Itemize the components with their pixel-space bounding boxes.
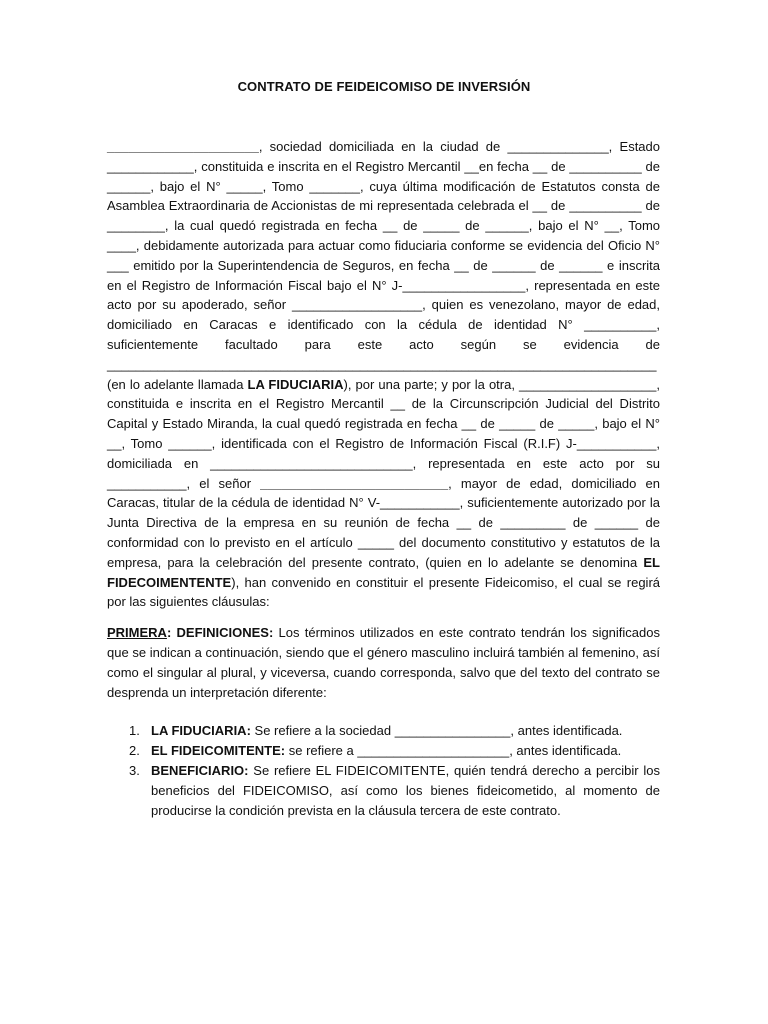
definition-number: 1.	[129, 723, 140, 739]
definition-number: 2.	[129, 743, 140, 759]
company-name-blank: _____________________	[107, 139, 259, 154]
definition-term: EL FIDEICOMITENTE:	[151, 743, 286, 759]
intro-text-part-1: , sociedad domiciliada en la ciudad de ______________, Estado ____________, constituida e inscrita en el Registro Mercantil __en fecha __ de __________ de ______, bajo el N° _____, Tomo _______, cuya última modificación de Estatutos consta de Asamblea Extraordinaria de Accionistas de mi representada celebrada el __ de __________ de ________, la cual quedó registrada en fecha __ de _____ de ______, bajo el N° __, Tomo ____, debidamente autorizada para actuar como fiduciaria conforme se evidencia del Oficio N° ___ emitido por la Superintendencia de Seguros, en fecha __ de ______ de ______ e inscrita en el Registro de Información Fiscal bajo el N° J-_________________, representada en este acto por su apoderado, señor __________________, quien es venezolano, mayor de edad, domiciliado en Caracas e identificado con la cédula de identidad N° __________, suficientemente facultado para este acto según se evidencia de ____________________________________________________________________________ (en lo adelante llamada	[107, 139, 660, 392]
clause-heading: DEFINICIONES:	[176, 625, 274, 641]
definition-term: BENEFICIARIO:	[151, 762, 249, 778]
clause-primera	[107, 623, 660, 702]
intro-text-part-4: ), han convenido en constituir el presente Fideicomiso, el cual se regirá por las siguientes cláusulas:	[107, 574, 660, 610]
fideicomitente-term: EL FIDECOIMENTENTE	[107, 554, 660, 590]
definitions-list	[107, 721, 660, 820]
definition-text: se refiere a _____________________, antes identificada.	[285, 743, 622, 759]
intro-text-part-3: , mayor de edad, domiciliado en Caracas, titular de la cédula de identidad N° V-___________, suficientemente autorizado por la Junta Directiva de la empresa en su reunión de fecha __ de _________ de ______ de conformidad con lo previsto en el artículo _____ del documento constitutivo y estatutos de la empresa, para la celebración del presente contrato, (quien en lo adelante se denomina	[107, 475, 660, 570]
clause-label: PRIMERA	[107, 625, 167, 641]
definition-number: 3.	[129, 762, 140, 778]
clause-colon: :	[166, 625, 177, 641]
definition-text: Se refiere EL FIDEICOMITENTE, quién tendrá derecho a percibir los beneficios del FIDEICOMISO, así como los bienes fideicometido, al momento de producirse la condición prevista en la cláusula tercera de este contrato.	[151, 762, 660, 818]
definition-item	[129, 741, 660, 761]
representative-name-blank: __________________________	[260, 475, 449, 491]
document-title: CONTRATO DE FEIDEICOMISO DE INVERSIÓN	[237, 79, 531, 94]
definition-item	[129, 721, 660, 741]
clause-text: Los términos utilizados en este contrato tendrán los significados que se indican a continuación, siendo que el género masculino incluirá también al femenino, así como el singular al plural, y viceversa, cuando corresponda, salvo que del texto del contrato se desprenda un interpretación diferente:	[107, 625, 660, 700]
definition-text: Se refiere a la sociedad ________________, antes identificada.	[250, 723, 623, 739]
intro-paragraph	[107, 137, 660, 612]
fiduciaria-term: LA FIDUCIARIA	[247, 376, 344, 392]
document-body	[107, 137, 660, 820]
definition-term: LA FIDUCIARIA:	[151, 723, 251, 739]
intro-text-part-2: ), por una parte; y por la otra, ___________________, constituida e inscrita en el Registro Mercantil __ de la Circunscripción Judicial del Distrito Capital y Estado Miranda, la cual quedó registrada en fecha __ de _____ de _____, bajo el N° __, Tomo ______, identificada con el Registro de Información Fiscal (R.I.F) J-___________, domiciliada en ____________________________, representada en este acto por su ___________, el señor	[107, 376, 660, 491]
definition-item	[129, 761, 660, 820]
